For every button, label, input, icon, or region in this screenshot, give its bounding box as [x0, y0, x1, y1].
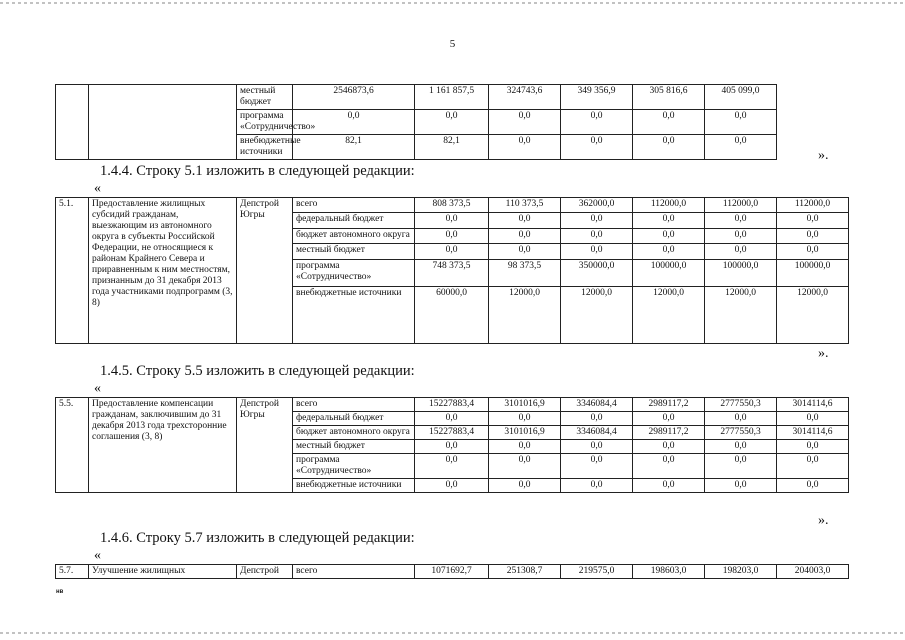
footer-mark: нв	[56, 589, 64, 595]
section-heading: 1.4.6. Строку 5.7 изложить в следующей редакции:	[100, 530, 415, 546]
value-cell: 12000,0	[777, 287, 849, 344]
source-cell: внебюджетные источники	[293, 287, 415, 344]
opening-quote: «	[94, 548, 101, 563]
value-cell: 0,0	[489, 228, 561, 243]
source-cell: программа «Сотрудничество»	[237, 110, 293, 135]
table-row-5-1	[55, 197, 849, 344]
value-cell: 2546873,6	[293, 85, 415, 110]
closing-quote: ».	[818, 346, 829, 361]
value-cell: 112000,0	[777, 198, 849, 213]
value-cell: 0,0	[415, 244, 489, 259]
value-cell: 0,0	[489, 244, 561, 259]
value-cell: 405 099,0	[705, 85, 777, 110]
value-cell: 0,0	[705, 244, 777, 259]
value-cell: 0,0	[489, 213, 561, 228]
organization-cell: Депстрой Югры	[237, 198, 293, 344]
value-cell: 15227883,4	[415, 426, 489, 440]
value-cell: 0,0	[489, 479, 561, 493]
empty-cell	[56, 85, 89, 160]
value-cell: 0,0	[293, 110, 415, 135]
value-cell: 0,0	[777, 479, 849, 493]
source-cell: всего	[293, 565, 415, 579]
value-cell: 0,0	[561, 479, 633, 493]
value-cell: 3014114,6	[777, 398, 849, 412]
value-cell: 0,0	[415, 228, 489, 243]
value-cell: 0,0	[705, 135, 777, 160]
value-cell: 0,0	[415, 412, 489, 426]
row-number-cell: 5.7.	[56, 565, 89, 579]
value-cell: 0,0	[777, 440, 849, 454]
value-cell: 0,0	[415, 440, 489, 454]
value-cell: 0,0	[561, 244, 633, 259]
value-cell: 0,0	[561, 440, 633, 454]
value-cell: 0,0	[561, 412, 633, 426]
top-table	[55, 84, 849, 160]
table-row	[56, 85, 849, 110]
value-cell: 100000,0	[705, 259, 777, 287]
source-cell: местный бюджет	[293, 440, 415, 454]
value-cell: 82,1	[415, 135, 489, 160]
section-heading: 1.4.5. Строку 5.5 изложить в следующей редакции:	[100, 363, 415, 379]
value-cell: 2989117,2	[633, 398, 705, 412]
description-cell: Предоставление жилищных субсидий гражданам, выезжающим из автономного округа в субъекты Российской Федерации, не относящиеся к районам Крайнего Севера и приравненным к ним местностям, признанным до 31 декабря 2013 года участниками подпрограмм (3, 8)	[89, 198, 237, 344]
value-cell: 12000,0	[705, 287, 777, 344]
value-cell: 0,0	[705, 213, 777, 228]
value-cell: 100000,0	[633, 259, 705, 287]
value-cell: 112000,0	[705, 198, 777, 213]
value-cell: 0,0	[705, 412, 777, 426]
source-cell: программа «Сотрудничество»	[293, 259, 415, 287]
source-cell: программа «Сотрудничество»	[293, 454, 415, 479]
source-cell: всего	[293, 398, 415, 412]
source-cell: бюджет автономного округа	[293, 228, 415, 243]
value-cell: 0,0	[777, 412, 849, 426]
row-number-cell: 5.1.	[56, 198, 89, 344]
value-cell: 0,0	[489, 135, 561, 160]
value-cell: 0,0	[705, 479, 777, 493]
value-cell: 0,0	[489, 454, 561, 479]
value-cell: 0,0	[415, 213, 489, 228]
value-cell: 12000,0	[633, 287, 705, 344]
value-cell: 0,0	[633, 412, 705, 426]
value-cell: 0,0	[777, 454, 849, 479]
empty-cell	[89, 85, 237, 160]
value-cell: 349 356,9	[561, 85, 633, 110]
value-cell: 2777550,3	[705, 426, 777, 440]
value-cell: 0,0	[633, 110, 705, 135]
value-cell: 0,0	[489, 110, 561, 135]
value-cell: 362000,0	[561, 198, 633, 213]
value-cell: 0,0	[633, 454, 705, 479]
page-number: 5	[449, 38, 456, 50]
source-cell: внебюджетные источники	[293, 479, 415, 493]
row-number-cell: 5.5.	[56, 398, 89, 493]
top-scan-edge	[0, 2, 905, 4]
source-cell: бюджет автономного округа	[293, 426, 415, 440]
value-cell: 15227883,4	[415, 398, 489, 412]
value-cell: 305 816,6	[633, 85, 705, 110]
value-cell: 0,0	[705, 440, 777, 454]
source-cell: федеральный бюджет	[293, 213, 415, 228]
value-cell: 748 373,5	[415, 259, 489, 287]
value-cell: 12000,0	[561, 287, 633, 344]
source-cell: всего	[293, 198, 415, 213]
opening-quote: «	[94, 181, 101, 196]
value-cell: 0,0	[633, 213, 705, 228]
value-cell: 198203,0	[705, 565, 777, 579]
value-cell: 12000,0	[489, 287, 561, 344]
value-cell: 3014114,6	[777, 426, 849, 440]
value-cell: 0,0	[561, 110, 633, 135]
value-cell: 112000,0	[633, 198, 705, 213]
table-row	[56, 565, 849, 579]
value-cell: 3101016,9	[489, 426, 561, 440]
value-cell: 0,0	[633, 244, 705, 259]
value-cell: 0,0	[561, 454, 633, 479]
value-cell: 0,0	[705, 454, 777, 479]
closing-quote: ».	[818, 148, 829, 163]
value-cell: 0,0	[415, 454, 489, 479]
value-cell: 0,0	[489, 440, 561, 454]
value-cell: 0,0	[561, 135, 633, 160]
value-cell: 0,0	[633, 135, 705, 160]
table-row	[56, 398, 849, 412]
value-cell: 0,0	[705, 110, 777, 135]
table-row-5-5	[55, 397, 849, 493]
opening-quote: «	[94, 381, 101, 396]
source-cell: местный бюджет	[237, 85, 293, 110]
value-cell: 350000,0	[561, 259, 633, 287]
source-cell: внебюджетные источники	[237, 135, 293, 160]
value-cell: 0,0	[415, 110, 489, 135]
value-cell: 3346084,4	[561, 426, 633, 440]
value-cell: 110 373,5	[489, 198, 561, 213]
value-cell: 0,0	[633, 228, 705, 243]
value-cell: 0,0	[705, 228, 777, 243]
organization-cell: Депстрой Югры	[237, 398, 293, 493]
value-cell: 2777550,3	[705, 398, 777, 412]
value-cell: 204003,0	[777, 565, 849, 579]
value-cell: 0,0	[561, 228, 633, 243]
value-cell: 324743,6	[489, 85, 561, 110]
organization-cell: Депстрой	[237, 565, 293, 579]
value-cell: 219575,0	[561, 565, 633, 579]
source-cell: федеральный бюджет	[293, 412, 415, 426]
value-cell: 3346084,4	[561, 398, 633, 412]
value-cell: 808 373,5	[415, 198, 489, 213]
closing-quote: ».	[818, 513, 829, 528]
value-cell: 1 161 857,5	[415, 85, 489, 110]
section-heading: 1.4.4. Строку 5.1 изложить в следующей редакции:	[100, 163, 415, 179]
value-cell: 251308,7	[489, 565, 561, 579]
source-cell: местный бюджет	[293, 244, 415, 259]
value-cell: 0,0	[489, 412, 561, 426]
value-cell: 3101016,9	[489, 398, 561, 412]
value-cell: 0,0	[561, 213, 633, 228]
value-cell: 0,0	[633, 440, 705, 454]
bottom-scan-edge	[0, 632, 905, 634]
description-cell: Улучшение жилищных	[89, 565, 237, 579]
value-cell: 0,0	[777, 244, 849, 259]
table-row-5-7	[55, 564, 849, 579]
value-cell: 1071692,7	[415, 565, 489, 579]
value-cell: 98 373,5	[489, 259, 561, 287]
description-cell: Предоставление компенсации гражданам, заключившим до 31 декабря 2013 года трехсторонние соглашения (3, 8)	[89, 398, 237, 493]
value-cell: 82,1	[293, 135, 415, 160]
table-row	[56, 198, 849, 213]
value-cell: 0,0	[415, 479, 489, 493]
value-cell: 2989117,2	[633, 426, 705, 440]
value-cell: 0,0	[777, 228, 849, 243]
value-cell: 0,0	[777, 213, 849, 228]
value-cell: 0,0	[633, 479, 705, 493]
value-cell: 100000,0	[777, 259, 849, 287]
value-cell: 198603,0	[633, 565, 705, 579]
value-cell: 60000,0	[415, 287, 489, 344]
